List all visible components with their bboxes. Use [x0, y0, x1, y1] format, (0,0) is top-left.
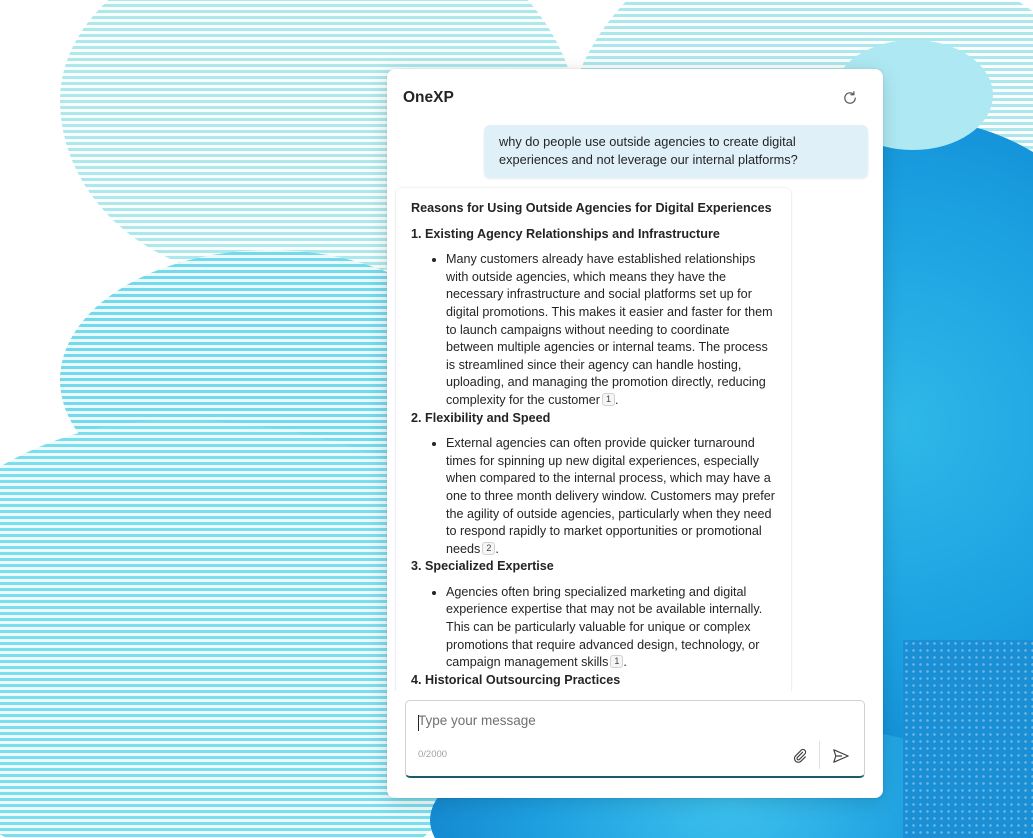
- background-dots: [903, 640, 1033, 838]
- section-heading: 4. Historical Outsourcing Practices: [411, 672, 621, 687]
- chat-header: [387, 69, 883, 125]
- user-message-text: why do people use outside agencies to create digital experiences and not leverage our internal platforms?: [499, 134, 798, 167]
- character-counter: 0/2000: [418, 749, 448, 760]
- paperclip-icon: [792, 748, 808, 764]
- list-item: • Agencies often bring specialized marketing and digital experience expertise that may not be available internally. This can be particularly valuable for unique or complex promotions that require advanced design, technology, or campaign management skills 1 .: [446, 584, 777, 672]
- window-title: OneXP: [403, 89, 454, 106]
- citation-badge[interactable]: 2: [482, 542, 495, 555]
- assistant-message: [396, 188, 791, 691]
- chat-window: [387, 69, 883, 798]
- attach-button[interactable]: [788, 744, 812, 768]
- message-composer: [405, 700, 865, 778]
- list-item: • External agencies can often provide quicker turnaround times for spinning up new digital experiences, especially when compared to the internal process, which may have a one to three month delivery window. Customers may prefer the agility of outside agencies, particularly when they need to respond rapidly to market opportunities or promotional needs 2 .: [446, 435, 777, 558]
- section-heading: 2. Flexibility and Speed: [411, 410, 551, 425]
- section-heading: 1. Existing Agency Relationships and Infrastructure: [411, 226, 720, 241]
- send-icon: [832, 748, 850, 764]
- message-list[interactable]: [387, 125, 883, 691]
- message-input[interactable]: [418, 713, 848, 728]
- refresh-icon: [842, 90, 858, 106]
- section-list: [411, 584, 777, 672]
- bullet-text: Agencies often bring specialized marketing and digital experience expertise that may not be available internally. This can be particularly valuable for unique or complex promotions that require advanced design, technology, or campaign management skills: [446, 584, 763, 670]
- section-heading: 3. Specialized Expertise: [411, 559, 554, 574]
- send-button[interactable]: [828, 744, 854, 768]
- assistant-message-title: Reasons for Using Outside Agencies for Digital Experiences: [411, 201, 772, 215]
- section-list: [411, 251, 777, 409]
- citation-badge[interactable]: 1: [602, 393, 615, 406]
- bullet-text: Many customers already have established relationships with outside agencies, which means they have the necessary infrastructure and social platforms set up for digital promotions. This makes it easier and faster for them to launch campaigns without needing to coordinate between multiple agencies or internal teams. The process is streamlined since their agency can handle hosting, uploading, and managing the promotion directly, reducing complexity for the customer: [446, 252, 773, 407]
- user-message: [484, 125, 868, 178]
- citation-badge[interactable]: 1: [610, 655, 623, 668]
- refresh-button[interactable]: [839, 87, 861, 109]
- toolbar-divider: [819, 741, 820, 769]
- bullet-text: External agencies can often provide quicker turnaround times for spinning up new digital experiences, especially when compared to the internal process, which may have a one to three month delivery window. Customers may prefer the agility of outside agencies, particularly when they need to respond rapidly to market opportunities or promotional needs: [446, 436, 775, 556]
- text-caret: [418, 715, 419, 731]
- section-list: [411, 435, 777, 558]
- list-item: • Many customers already have established relationships with outside agencies, which means they have the necessary infrastructure and social platforms set up for digital promotions. This makes it easier and faster for them to launch campaigns without needing to coordinate between multiple agencies or internal teams. The process is streamlined since their agency can handle hosting, uploading, and managing the promotion directly, reducing complexity for the customer 1 .: [446, 251, 777, 409]
